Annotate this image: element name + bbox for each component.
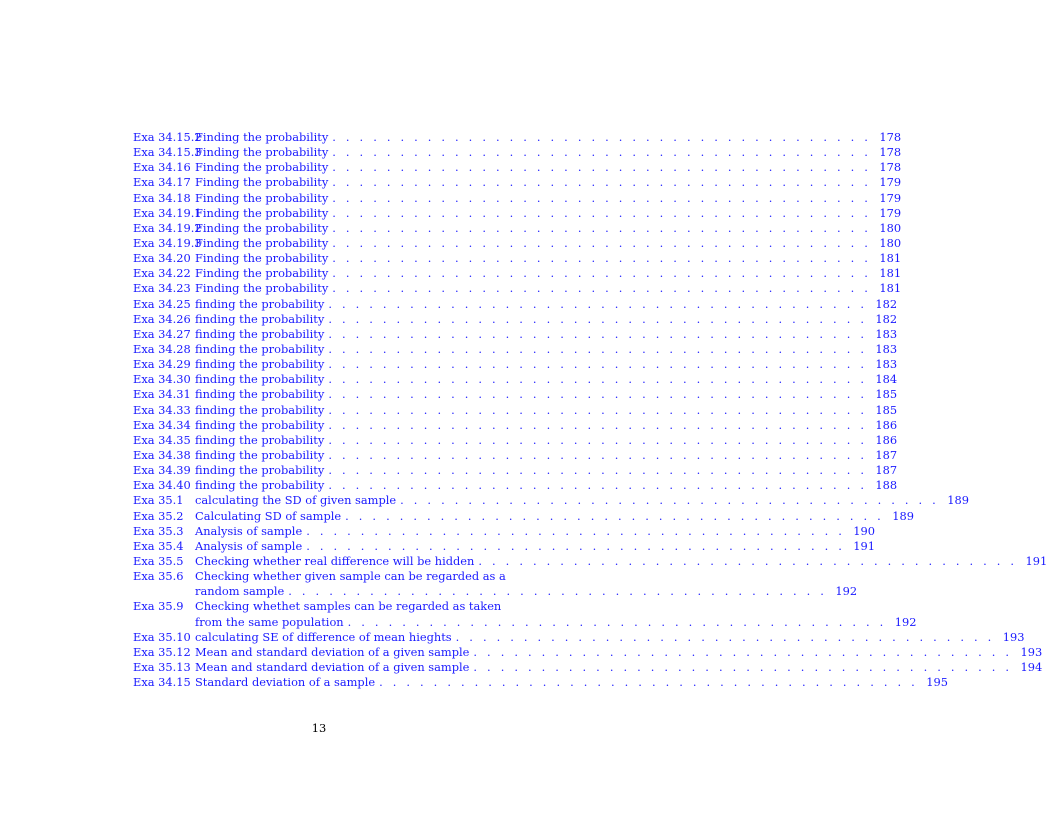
toc-entry-number: Exa 34.30 <box>133 372 191 387</box>
toc-entry-title: Finding the probability <box>195 235 329 250</box>
toc-entry[interactable] <box>133 251 902 266</box>
toc-entry-title-continued: from the same population <box>195 614 344 629</box>
toc-entry[interactable] <box>133 175 902 190</box>
toc-leader-dots: . . . . . . . . . . . . . . . . . . . . . . . . . . . . . . . . . . . . . . . . <box>455 629 995 644</box>
toc-entry-title: Checking whethet samples can be regarded as taken <box>195 599 502 614</box>
toc-entry-page: 182 <box>875 296 898 311</box>
toc-entry-number: Exa 34.15.3 <box>133 145 202 160</box>
toc-entry-title: Finding the probability <box>195 175 329 190</box>
toc-leader-dots: . . . . . . . . . . . . . . . . . . . . . . . . . . . . . . . . . . . . . . . . <box>306 538 846 553</box>
toc-entry-page: 192 <box>894 614 917 629</box>
toc-entry-number: Exa 34.22 <box>133 266 191 281</box>
toc-leader-dots: . . . . . . . . . . . . . . . . . . . . . . . . . . . . . . . . . . . . . . . . <box>328 478 868 493</box>
toc-leader-dots: . . . . . . . . . . . . . . . . . . . . . . . . . . . . . . . . . . . . . . . . <box>379 675 918 690</box>
toc-entry-page: 193 <box>1002 629 1025 644</box>
toc-entry[interactable] <box>133 281 902 296</box>
toc-leader-dots: . . . . . . . . . . . . . . . . . . . . . . . . . . . . . . . . . . . . . . . . <box>332 175 872 190</box>
toc-leader-dots: . . . . . . . . . . . . . . . . . . . . . . . . . . . . . . . . . . . . . . . . <box>473 659 1013 674</box>
toc-entry[interactable] <box>133 357 898 372</box>
toc-entry[interactable] <box>133 675 948 690</box>
toc-leader-dots: . . . . . . . . . . . . . . . . . . . . . . . . . . . . . . . . . . . . . . . . <box>328 432 868 447</box>
toc-leader-dots: . . . . . . . . . . . . . . . . . . . . . . . . . . . . . . . . . . . . . . . . <box>332 220 872 235</box>
toc-entry-page: 191 <box>853 538 876 553</box>
toc-entry-page: 178 <box>879 160 902 175</box>
toc-leader-dots: . . . . . . . . . . . . . . . . . . . . . . . . . . . . . . . . . . . . . . . . <box>473 644 1013 659</box>
toc-leader-dots: . . . . . . . . . . . . . . . . . . . . . . . . . . . . . . . . . . . . . . . . <box>345 508 884 523</box>
toc-entry-title: finding the probability <box>195 296 325 311</box>
toc-leader-dots: . . . . . . . . . . . . . . . . . . . . . . . . . . . . . . . . . . . . . . . . <box>332 190 872 205</box>
toc-leader-dots: . . . . . . . . . . . . . . . . . . . . . . . . . . . . . . . . . . . . . . . . <box>400 493 939 508</box>
toc-leader-dots: . . . . . . . . . . . . . . . . . . . . . . . . . . . . . . . . . . . . . . . . <box>306 523 846 538</box>
toc-leader-dots: . . . . . . . . . . . . . . . . . . . . . . . . . . . . . . . . . . . . . . . . <box>332 160 872 175</box>
toc-entry-title: calculating SE of difference of mean hieghts <box>195 629 452 644</box>
toc-entry-title: Finding the probability <box>195 145 329 160</box>
toc-entry-title: finding the probability <box>195 463 325 478</box>
toc-entry-page: 186 <box>875 417 898 432</box>
toc-leader-dots: . . . . . . . . . . . . . . . . . . . . . . . . . . . . . . . . . . . . . . . . <box>288 584 828 599</box>
toc-entry-page: 186 <box>875 432 898 447</box>
toc-entry[interactable] <box>133 341 898 357</box>
toc-entry-title: Finding the probability <box>195 205 329 220</box>
toc-entry[interactable] <box>133 160 902 175</box>
toc-entry[interactable] <box>133 372 898 387</box>
toc-entry-title: finding the probability <box>195 478 325 493</box>
toc-entry-title: Analysis of sample <box>195 538 303 553</box>
toc-entry-number: Exa 35.1 <box>133 493 184 508</box>
toc-entry-page: 179 <box>879 190 902 205</box>
toc-entry-number: Exa 34.15.2 <box>133 130 202 144</box>
toc-entry-number: Exa 34.19.1 <box>133 205 202 220</box>
toc-entry[interactable] <box>133 235 902 251</box>
toc-entry[interactable] <box>133 311 898 327</box>
toc-entry-number: Exa 34.38 <box>133 447 191 462</box>
toc-entry[interactable] <box>133 417 898 433</box>
toc-entry-number: Exa 35.2 <box>133 508 184 523</box>
toc-entry-title: Checking whether given sample can be regarded as a <box>195 569 506 584</box>
toc-entry[interactable] <box>133 629 1025 645</box>
toc-entry-title: Calculating SD of sample <box>195 508 342 523</box>
toc-entry-number: Exa 34.20 <box>133 251 191 266</box>
toc-entry-number: Exa 34.19.2 <box>133 220 202 235</box>
toc-entry-title: Finding the probability <box>195 190 329 205</box>
toc-entry-number: Exa 34.39 <box>133 463 191 478</box>
toc-leader-dots: . . . . . . . . . . . . . . . . . . . . . . . . . . . . . . . . . . . . . . . . <box>328 387 868 402</box>
toc-leader-dots: . . . . . . . . . . . . . . . . . . . . . . . . . . . . . . . . . . . . . . . . <box>328 463 868 478</box>
toc-entry[interactable] <box>133 130 902 145</box>
toc-entry-number: Exa 35.6 <box>133 569 184 584</box>
toc-leader-dots: . . . . . . . . . . . . . . . . . . . . . . . . . . . . . . . . . . . . . . . . <box>328 417 868 432</box>
toc-leader-dots: . . . . . . . . . . . . . . . . . . . . . . . . . . . . . . . . . . . . . . . . <box>332 130 872 144</box>
toc-entry-number: Exa 34.18 <box>133 190 191 205</box>
toc-entry-title: finding the probability <box>195 357 325 372</box>
toc-leader-dots: . . . . . . . . . . . . . . . . . . . . . . . . . . . . . . . . . . . . . . . . <box>332 281 872 296</box>
toc-entry-page: 179 <box>879 205 902 220</box>
toc-entry[interactable] <box>133 296 898 312</box>
toc-entry-title: Analysis of sample <box>195 523 303 538</box>
toc-leader-dots: . . . . . . . . . . . . . . . . . . . . . . . . . . . . . . . . . . . . . . . . <box>328 447 868 462</box>
toc-entry-title: Mean and standard deviation of a given sample <box>195 644 470 659</box>
toc-entry-title: Finding the probability <box>195 251 329 266</box>
toc-entry-title: Finding the probability <box>195 130 329 144</box>
toc-entry-page: 181 <box>879 266 902 281</box>
toc-entry-title: Finding the probability <box>195 266 329 281</box>
toc-entry[interactable] <box>133 387 898 402</box>
toc-entry-number: Exa 34.40 <box>133 478 191 493</box>
toc-entry[interactable] <box>133 447 898 463</box>
toc-leader-dots: . . . . . . . . . . . . . . . . . . . . . . . . . . . . . . . . . . . . . . . . <box>328 372 868 387</box>
toc-entry-page: 190 <box>853 523 876 538</box>
toc-entry[interactable] <box>133 205 902 221</box>
toc-entry-number: Exa 35.10 <box>133 629 191 644</box>
toc-entry-number: Exa 34.23 <box>133 281 191 296</box>
toc-entry[interactable] <box>133 553 1047 569</box>
toc-entry-page: 192 <box>835 584 858 599</box>
toc-leader-dots: . . . . . . . . . . . . . . . . . . . . . . . . . . . . . . . . . . . . . . . . <box>478 553 1018 568</box>
toc-entry-page: 188 <box>875 478 898 493</box>
page-number: 13 <box>311 721 327 735</box>
toc-entry[interactable] <box>133 523 876 539</box>
toc-entry-title: finding the probability <box>195 447 325 462</box>
toc-entry-number: Exa 35.13 <box>133 659 191 674</box>
toc-entry-number: Exa 35.9 <box>133 599 184 614</box>
toc-entry-number: Exa 34.29 <box>133 357 191 372</box>
toc-entry-number: Exa 35.3 <box>133 523 184 538</box>
toc-leader-dots: . . . . . . . . . . . . . . . . . . . . . . . . . . . . . . . . . . . . . . . . <box>328 402 868 417</box>
toc-leader-dots: . . . . . . . . . . . . . . . . . . . . . . . . . . . . . . . . . . . . . . . . <box>332 235 872 250</box>
toc-entry-title: Finding the probability <box>195 160 329 175</box>
toc-entry-title: Finding the probability <box>195 281 329 296</box>
toc-entry-page: 191 <box>1025 553 1047 568</box>
toc-entry-title: Mean and standard deviation of a given sample <box>195 659 470 674</box>
toc-entry-page: 195 <box>926 675 948 690</box>
toc-entry[interactable] <box>133 599 917 629</box>
toc-entry-number: Exa 34.33 <box>133 402 191 417</box>
toc-leader-dots: . . . . . . . . . . . . . . . . . . . . . . . . . . . . . . . . . . . . . . . . <box>328 296 868 311</box>
toc-entry[interactable] <box>133 463 898 478</box>
toc-entry-title: finding the probability <box>195 341 325 356</box>
toc-entry-page: 189 <box>892 508 914 523</box>
toc-entry[interactable] <box>133 326 898 342</box>
toc-leader-dots: . . . . . . . . . . . . . . . . . . . . . . . . . . . . . . . . . . . . . . . . <box>332 251 872 266</box>
toc-entry-number: Exa 34.28 <box>133 341 191 356</box>
toc-entry[interactable] <box>133 432 898 448</box>
toc-entry-number: Exa 34.19.3 <box>133 235 202 250</box>
toc-leader-dots: . . . . . . . . . . . . . . . . . . . . . . . . . . . . . . . . . . . . . . . . <box>332 145 872 160</box>
toc-leader-dots: . . . . . . . . . . . . . . . . . . . . . . . . . . . . . . . . . . . . . . . . <box>328 341 868 356</box>
toc-entry-page: 194 <box>1020 659 1043 674</box>
toc-entry[interactable] <box>133 190 902 206</box>
toc-entry-title: Standard deviation of a sample <box>195 675 376 690</box>
toc-entry-number: Exa 34.25 <box>133 296 191 311</box>
toc-entry-title-continued: random sample <box>195 584 285 599</box>
toc-leader-dots: . . . . . . . . . . . . . . . . . . . . . . . . . . . . . . . . . . . . . . . . <box>328 311 868 326</box>
toc-entry[interactable] <box>133 659 1043 675</box>
toc-leader-dots: . . . . . . . . . . . . . . . . . . . . . . . . . . . . . . . . . . . . . . . . <box>332 205 872 220</box>
toc-entry[interactable] <box>133 493 969 508</box>
toc-entry-number: Exa 34.31 <box>133 387 191 402</box>
toc-entry-number: Exa 34.34 <box>133 417 191 432</box>
toc-entry-number: Exa 34.15 <box>133 675 191 690</box>
toc-entry-page: 181 <box>879 251 902 266</box>
toc-entry-title: finding the probability <box>195 311 325 326</box>
toc-entry-number: Exa 34.26 <box>133 311 191 326</box>
toc-entry-title: finding the probability <box>195 402 325 417</box>
toc-entry[interactable] <box>133 538 876 554</box>
toc-entry[interactable] <box>133 508 914 524</box>
toc-entry-title: finding the probability <box>195 417 325 432</box>
toc-entry[interactable] <box>133 266 902 281</box>
toc-entry-title: finding the probability <box>195 326 325 341</box>
toc-leader-dots: . . . . . . . . . . . . . . . . . . . . . . . . . . . . . . . . . . . . . . . . <box>328 357 868 372</box>
toc-entry-title: calculating the SD of given sample <box>195 493 397 508</box>
toc-entry-page: 179 <box>879 175 902 190</box>
toc-entry[interactable] <box>133 644 1043 660</box>
toc-entry-title: Finding the probability <box>195 220 329 235</box>
toc-entry-page: 183 <box>875 326 898 341</box>
toc-leader-dots: . . . . . . . . . . . . . . . . . . . . . . . . . . . . . . . . . . . . . . . . <box>328 326 868 341</box>
toc-entry-page: 184 <box>875 372 898 387</box>
toc-entry-page: 183 <box>875 341 898 356</box>
toc-entry-page: 189 <box>947 493 969 508</box>
toc-entry-page: 181 <box>879 281 902 296</box>
toc-entry-title: Checking whether real difference will be hidden <box>195 553 475 568</box>
toc-entry-page: 180 <box>879 235 902 250</box>
toc-entry-number: Exa 35.12 <box>133 644 191 659</box>
toc-entry[interactable] <box>133 145 902 160</box>
toc-entry-page: 180 <box>879 220 902 235</box>
toc-entry-page: 178 <box>879 145 902 160</box>
toc-entry-page: 185 <box>875 402 898 417</box>
toc-entry-title: finding the probability <box>195 372 325 387</box>
toc-entry[interactable] <box>133 478 898 493</box>
toc-entry-page: 178 <box>879 130 902 144</box>
toc-entry-page: 182 <box>875 311 898 326</box>
toc-entry-number: Exa 35.4 <box>133 538 184 553</box>
toc-entry-number: Exa 34.16 <box>133 160 191 175</box>
table-of-contents <box>133 130 1047 690</box>
toc-entry-title: finding the probability <box>195 432 325 447</box>
toc-entry-page: 183 <box>875 357 898 372</box>
toc-entry-page: 193 <box>1020 644 1043 659</box>
toc-entry-page: 187 <box>875 463 898 478</box>
toc-entry[interactable] <box>133 220 902 236</box>
toc-entry-page: 187 <box>875 447 898 462</box>
toc-entry[interactable] <box>133 402 898 418</box>
toc-entry-number: Exa 34.17 <box>133 175 191 190</box>
toc-entry-page: 185 <box>875 387 898 402</box>
toc-entry-number: Exa 34.27 <box>133 326 191 341</box>
toc-entry-title: finding the probability <box>195 387 325 402</box>
toc-entry-number: Exa 34.35 <box>133 432 191 447</box>
toc-entry-number: Exa 35.5 <box>133 553 184 568</box>
toc-leader-dots: . . . . . . . . . . . . . . . . . . . . . . . . . . . . . . . . . . . . . . . . <box>347 614 887 629</box>
toc-entry[interactable] <box>133 569 858 599</box>
toc-leader-dots: . . . . . . . . . . . . . . . . . . . . . . . . . . . . . . . . . . . . . . . . <box>332 266 872 281</box>
